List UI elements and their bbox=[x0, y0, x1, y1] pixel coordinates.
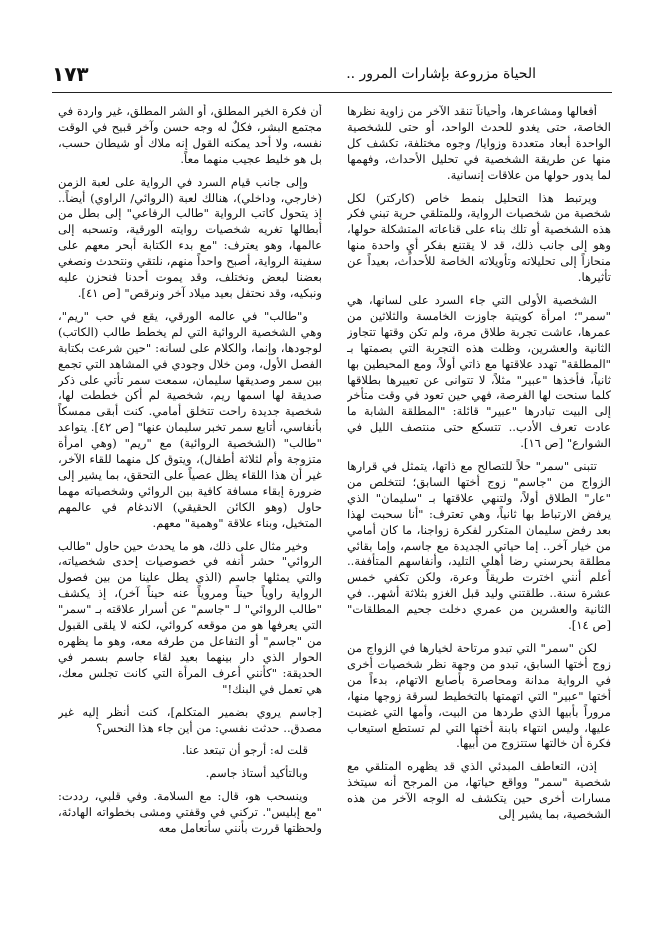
running-title: الحياة مزروعة بإشارات المرور .. bbox=[346, 66, 536, 82]
quoted-dialogue: وبالتأكيد أستاذ جاسم. bbox=[205, 766, 308, 781]
header-rule bbox=[52, 92, 612, 93]
body-paragraph: و"طالب" في عالمه الورقي، يقع في حب "ريم"، وهي الشخصية الروائية التي لم يخطط طالب (الكاتب) لوجودها، وإنما، والكلام على لسانه: "حين شرعت بكتابة الفصل الأول، ومن خلال وجودي في المشاهد التي تجمع بين سمر وصديقها سليمان، سمعت سمر تأتي على ذكر صديقة لها اسمها ريم، شخصية لم أكن خططت لها، شخصية جديدة راحت تتخلق أمامي. كنت أبقى ممسكاً بأنفاسي، أتابع سمر تخبر سليمان عنها" [ص ٤٢]. يتواعد "طالب" (الشخصية الروائية) مع "ريم" (وهي امرأة متزوجة وأم لثلاثة أطفال)، ويتوق كل منهما للقاء الآخر، غير أن هذا اللقاء يظل عصياً على التحقق، بما يشير إلى ضرورة إبقاء مسافة كافية بين الروائي وشخصياته مهما حاول (وهو الكائن الحقيقي) الاندغام في عالمهم المتخيل، وبناء علاقة "وهمية" معهم. bbox=[58, 308, 322, 530]
page-header bbox=[52, 62, 612, 88]
body-paragraph: ويرتبط هذا التحليل بنمط خاص (كاركتر) لكل شخصية من شخصيات الرواية، وللمتلقي حرية تبني فكر هذه الشخصية أو تلك بناء على قناعاته المتشكلة حولها، وهو إلى جانب ذلك، قد لا يقتنع بفكر أيٍ واحدة منها منحازاً إلى تحليلاته وتأويلاته الخاصة للأحداث، بعيداً عن تأثيرها. bbox=[347, 190, 611, 285]
body-paragraph: وينسحب هو، قال: مع السلامة. وفي قلبي، رددت: "مع إبليس". تركني في وقفتي ومشى بخطواته الهادئة، ولحظتها قررت بأنني سأتعامل معه bbox=[58, 789, 322, 836]
body-paragraph: أن فكرة الخير المطلق، أو الشر المطلق، غير واردة في مجتمع البشر، فكلٌ له وجه حسن وآخر قبيح في الوقت نفسه، ولا أحد يمكنه القول إنه ملاك أو شيطان حسب، بل هو خليط عجيب منهما معاً. bbox=[58, 104, 322, 166]
right-text-column bbox=[347, 104, 611, 904]
body-paragraph: الشخصية الأولى التي جاء السرد على لسانها، هي "سمر"؛ امرأة كويتية جاوزت الخامسة والثلاثين من عمرها، عاشت تجربة طلاق مرة، ولم تكن وقتها تتجاوز الثانية والعشرين، وظلت هذه التجربة التي بصمتها بـ "المطلقة" تهدد علاقتها مع ذاتي أولاً، ومع المحيطين بها ثانياً، فأخذها "عبير" مثلاً، لا تتوانى عن تعييرها بطلاقها كلما سنحت لها الفرصة، فهي حين تعود في وقت متأخر إلى البيت تبادرها "عبير" قائلة: "المطلقة الشابة ما عادت تعرف الأدب.. تتسكع حتى منتصف الليل في الشوارع" [ص ١٦]. bbox=[347, 292, 611, 451]
body-paragraph: إذن، التعاطف المبدئي الذي قد يظهره المتلقي مع شخصية "سمر" وواقع حياتها، من المرجح أنه سيتخذ مسارات أخرى حين يتكشف له الوجه الآخر من هذه الشخصية، بما يشير إلى bbox=[347, 759, 611, 822]
body-paragraph: وإلى جانب قيام السرد في الرواية على لعبة الزمن (خارجي، وداخلي)، هنالك لعبة (الروائي/ الراوي) أيضاً.. إذ يتحول كاتب الرواية "طالب الرفاعي" إلى بطل من أبطالها تغريه شخصيات روايته الورقية، وتسحبه إلى عالمها، وهو يعترف: "مع بدء الكتابة أبحر معهم على سفينة الرواية، أصبح واحداً منهم، نلتقي ونتحدث ونصغي بعضنا لبعض ونختلف، وقد يموت أحدنا فنحزن عليه ونبكيه، وقد نحتفل بعيد ميلاد آخر ونرقص" [ص ٤١]. bbox=[58, 174, 322, 300]
body-paragraph: وخير مثال على ذلك، هو ما يحدث حين حاول "طالب الروائي" حشر أنفه في خصوصيات إحدى شخصياته، والتي يمثلها جاسم (الذي يطل علينا من بين فصول الرواية راوياً حيناً ومروياً عنه حيناً آخر)، إذ يكشف "طالب الروائي" لـ "جاسم" عن أسرار علاقته بـ "سمر" التي يعرفها هو من موقعه كروائي، لكنه لا يلقى القبول من "جاسم" أو التفاعل من طرفه معه، وهو ما يظهره الحوار الذي دار بينهما بعيد لقاء جاسم بسمر في الحديقة: "كأنني أعرف المرأة التي كانت تجلس معك، هي تعمل في البنك!" bbox=[58, 538, 322, 696]
quoted-dialogue: قلت له: أرجو أن تبتعد عنا. bbox=[181, 743, 308, 758]
page-number: ١٧٣ bbox=[52, 62, 89, 86]
body-paragraph: تتبنى "سمر" حلاً للتصالح مع ذاتها، يتمثل في قرارها الزواج من "جاسم" زوج أختها السابق؛ لتتخلص من "عار" الطلاق أولاً، ولتنهي علاقتها بـ "سليمان" الذي يرفض الارتباط بها ثانياً، وهي تعترف: "أنا سحبت لهذا بعد رفض سليمان المتكرر لفكرة زواجنا، ما كان أمامي من خيار آخر.. إما حياتي الجديدة مع جاسم، وإما بقائي مطلقة بحرسني رضا أهلي التليد، وأنفاسهم المتأففة.. أعلم أنني اخترت طريقاً وعرة، ولكن تكفي خمس عشرة سنة.. طلقتني وليد قبل الغزو بثلاثة أشهر.. في الثانية والعشرين من عمري دخلت جحيم المطلقات" [ص ١٤]. bbox=[347, 459, 611, 633]
body-paragraph: أفعالها ومشاعرها، وأحياناً تنقد الآخر من زاوية نظرها الخاصة، حتى يغدو للحدث الواحد، أو حتى للشخصية الواحدة أبعاد متعددة وزوايا/ وجوه مختلفة، تكشف كل منها عن طريقة الشخصية في تحليل الأحداث، وفهمها لما يدور حولها من علاقات إنسانية. bbox=[347, 104, 611, 182]
body-paragraph: لكن "سمر" التي تبدو مرتاحة لخيارها في الزواج من زوج أختها السابق، تبدو من وجهة نظر شخصيات أخرى في الرواية مدانة ومحاصرة بأصابع الاتهام، بدءاً من أختها "عبير" التي اتهمتها بالتخطيط لسرقة زوجها منها، مروراً بأبيها الذي طردها من البيت، وأمها التي غضبت عليها، وليس انتهاء بابنة أختها التي لم تستطع استيعاب فكرة أن خالتها ستتزوج من أبيها. bbox=[347, 641, 611, 751]
quoted-dialogue: [جاسم يروي بضمير المتكلم]، كنت أنظر إليه غير مصدق.. حدثت نفسي: من أين جاء هذا النحس؟ bbox=[58, 704, 322, 735]
left-text-column bbox=[58, 104, 322, 904]
